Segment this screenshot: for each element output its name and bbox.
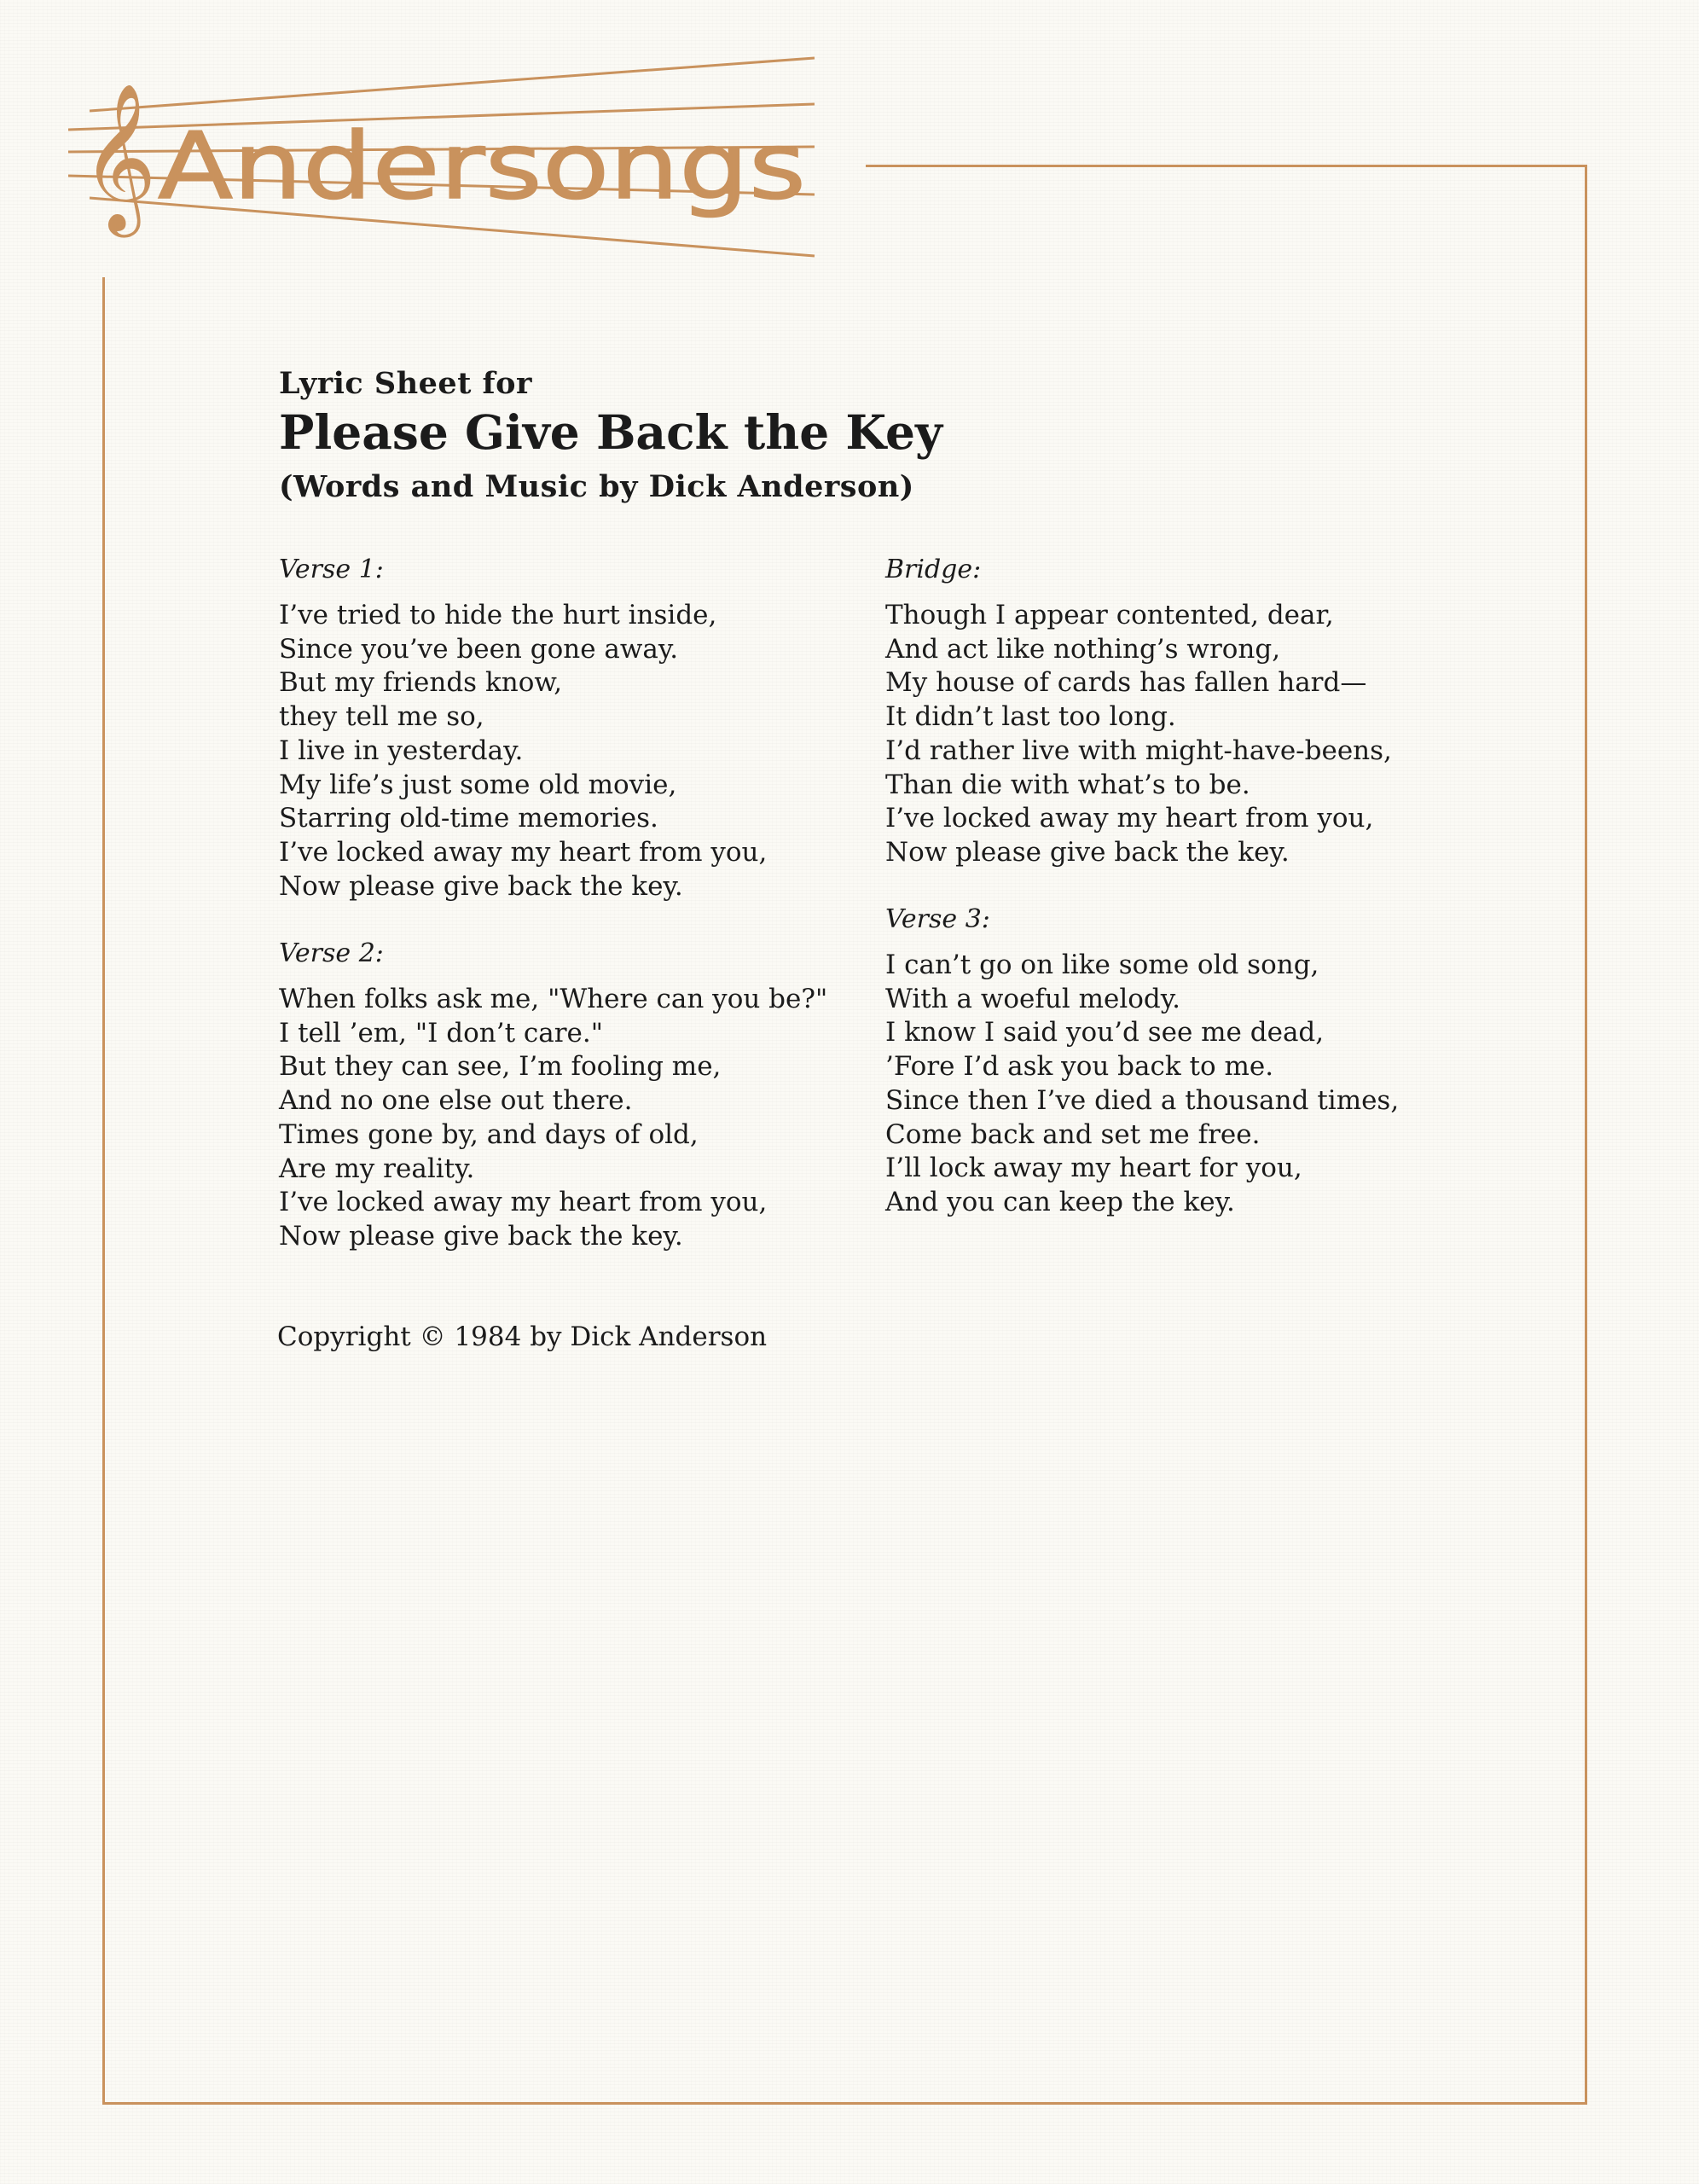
lyric-line: Since then I’ve died a thousand times, bbox=[885, 1084, 1400, 1116]
lyric-sheet-label: Lyric Sheet for bbox=[279, 366, 532, 401]
lyric-line: Starring old-time memories. bbox=[279, 803, 658, 834]
lyric-line: I tell ’em, "I don’t care." bbox=[279, 1017, 604, 1048]
logo-wordmark: Andersongs bbox=[158, 113, 806, 220]
border-bottom bbox=[102, 2102, 1587, 2105]
lyric-line: It didn’t last too long. bbox=[885, 701, 1176, 733]
stanza-label: Verse 1: bbox=[279, 555, 384, 584]
lyric-line: Now please give back the key. bbox=[279, 1220, 683, 1252]
lyric-line: I know I said you’d see me dead, bbox=[885, 1017, 1325, 1048]
svg-text:𝄞: 𝄞 bbox=[81, 83, 157, 231]
lyric-line: Though I appear contented, dear, bbox=[885, 600, 1334, 630]
verse-2 bbox=[279, 937, 827, 1254]
border-right bbox=[1585, 165, 1587, 2105]
stanza-label: Bridge: bbox=[885, 555, 982, 584]
lyric-line: I live in yesterday. bbox=[279, 735, 524, 766]
lyric-line: I can’t go on like some old song, bbox=[885, 950, 1319, 980]
lyric-line: Come back and set me free. bbox=[885, 1118, 1261, 1150]
lyric-line: My house of cards has fallen hard— bbox=[885, 667, 1367, 699]
border-left bbox=[102, 277, 105, 2105]
lyric-line: My life’s just some old movie, bbox=[279, 769, 677, 800]
treble-clef-icon bbox=[81, 83, 157, 238]
lyric-line: they tell me so, bbox=[279, 701, 484, 733]
lyric-line: Than die with what’s to be. bbox=[885, 769, 1250, 800]
song-credits: (Words and Music by Dick Anderson) bbox=[279, 469, 914, 504]
lyric-line: I’ve locked away my heart from you, bbox=[885, 803, 1374, 834]
lyric-line: And act like nothing’s wrong, bbox=[885, 633, 1281, 665]
lyric-line: Times gone by, and days of old, bbox=[279, 1118, 699, 1150]
lyric-line: I’ve locked away my heart from you, bbox=[279, 836, 768, 868]
bridge bbox=[885, 553, 1392, 870]
verse-1 bbox=[279, 553, 767, 903]
lyric-line: But my friends know, bbox=[279, 667, 563, 699]
lyric-line: And you can keep the key. bbox=[885, 1186, 1235, 1217]
stanza-label: Verse 2: bbox=[279, 938, 384, 968]
lyric-line: Since you’ve been gone away. bbox=[279, 633, 679, 665]
lyric-line: I’ll lock away my heart for you, bbox=[885, 1153, 1302, 1184]
lyric-line: But they can see, I’m fooling me, bbox=[279, 1051, 722, 1083]
lyric-line: ’Fore I’d ask you back to me. bbox=[885, 1051, 1274, 1083]
lyric-line: I’ve locked away my heart from you, bbox=[279, 1187, 768, 1218]
andersongs-logo bbox=[64, 51, 832, 273]
lyric-line: I’ve tried to hide the hurt inside, bbox=[279, 600, 717, 630]
stanza-label: Verse 3: bbox=[885, 904, 990, 934]
lyric-line: Now please give back the key. bbox=[885, 836, 1290, 868]
lyric-line: Are my reality. bbox=[279, 1153, 475, 1184]
lyric-line: When folks ask me, "Where can you be?" bbox=[279, 984, 828, 1014]
lyric-line: Now please give back the key. bbox=[279, 870, 683, 902]
song-title: Please Give Back the Key bbox=[279, 404, 942, 460]
lyric-line: With a woeful melody. bbox=[885, 983, 1181, 1014]
border-top bbox=[866, 165, 1587, 167]
heading-block bbox=[279, 365, 1388, 506]
lyric-line: And no one else out there. bbox=[279, 1085, 633, 1117]
lyric-line: I’d rather live with might-have-beens, bbox=[885, 735, 1392, 766]
verse-3 bbox=[885, 903, 1399, 1220]
copyright-notice: Copyright © 1984 by Dick Anderson bbox=[277, 1321, 768, 1352]
